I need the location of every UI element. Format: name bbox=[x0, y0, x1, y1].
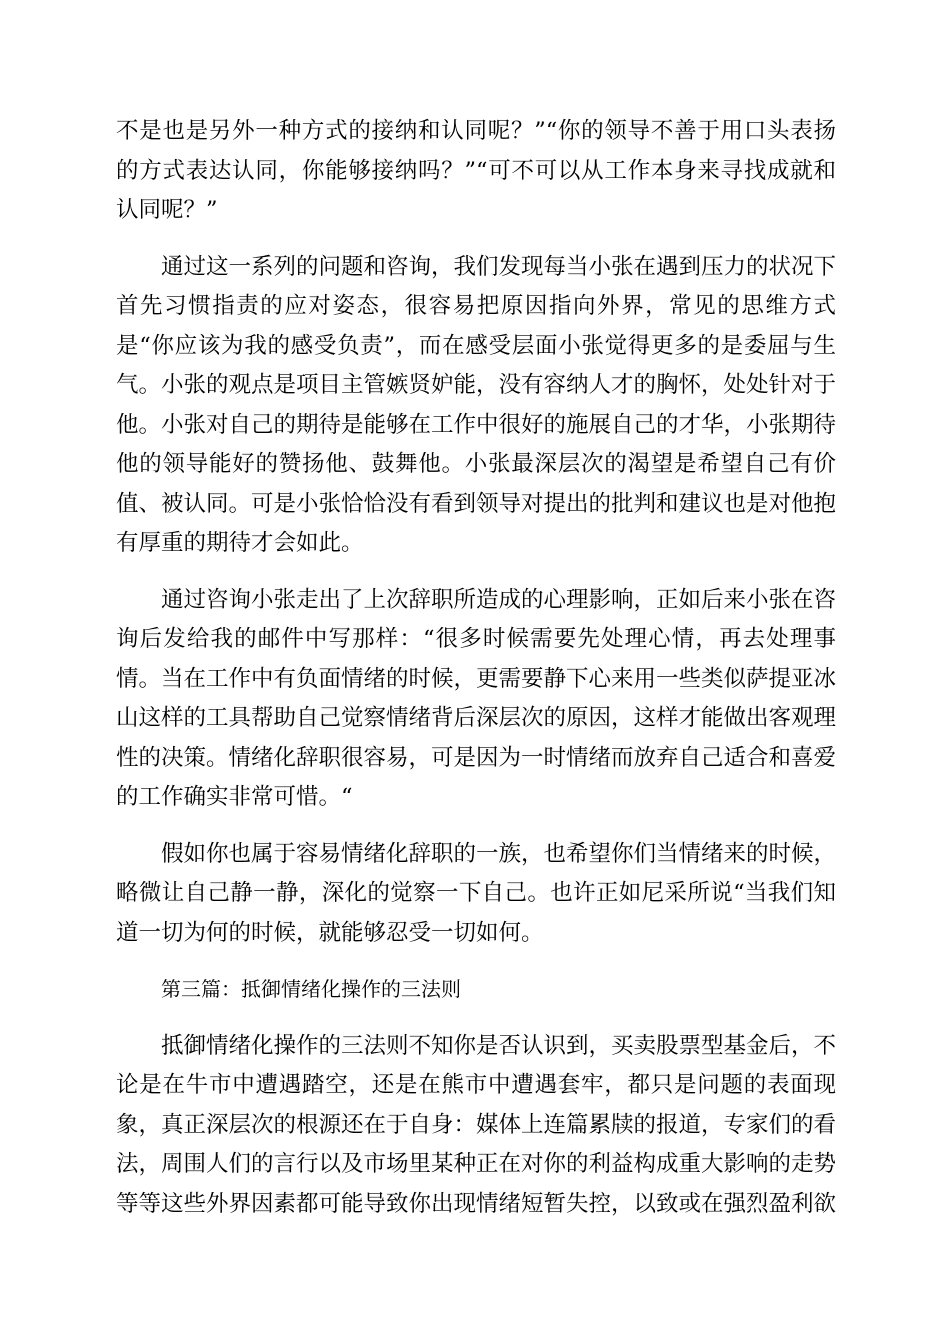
paragraph-4: 假如你也属于容易情绪化辞职的一族，也希望你们当情绪来的时候，略微让自己静一静，深化的觉察一下自己。也许正如尼采所说“当我们知道一切为何的时候，就能够忍受一切如何。 bbox=[116, 840, 837, 946]
document-page bbox=[116, 112, 836, 1241]
paragraph-2: 通过这一系列的问题和咨询，我们发现每当小张在遇到压力的状况下首先习惯指责的应对姿态，很容易把原因指向外界，常见的思维方式是“你应该为我的感受负责”，而在感受层面小张觉得更多的是委屈与生气。小张的观点是项目主管嫉贤妒能，没有容纳人才的胸怀，处处针对于他。小张对自己的期待是能够在工作中很好的施展自己的才华，小张期待他的领导能好的赞扬他、鼓舞他。小张最深层次的渴望是希望自己有价值、被认同。可是小张恰恰没有看到领导对提出的批判和建议也是对他抱有厚重的期待才会如此。 bbox=[116, 253, 837, 556]
paragraph-5: 抵御情绪化操作的三法则不知你是否认识到，买卖股票型基金后，不论是在牛市中遭遇踏空，还是在熊市中遭遇套牢，都只是问题的表面现象，真正深层次的根源还在于自身：媒体上连篇累牍的报道，专家们的看法，周围人们的言行以及市场里某种正在对你的利益构成重大影响的走势等等这些外界因素都可能导致你出现情绪短暂失控，以致或在强烈盈利欲 bbox=[116, 1032, 837, 1217]
paragraph-1: 不是也是另外一种方式的接纳和认同呢？”“你的领导不善于用口头表扬的方式表达认同，你能够接纳吗？”“可不可以从工作本身来寻找成就和认同呢？” bbox=[116, 118, 836, 223]
paragraph-3: 通过咨询小张走出了上次辞职所造成的心理影响，正如后来小张在咨询后发给我的邮件中写那样：“很多时候需要先处理心情，再去处理事情。当在工作中有负面情绪的时候，更需要静下心来用一些类似萨提亚冰山这样的工具帮助自己觉察情绪背后深层次的原因，这样才能做出客观理性的决策。情绪化辞职很容易，可是因为一时情绪而放弃自己适合和喜爱的工作确实非常可惜。“ bbox=[116, 586, 837, 810]
section-heading: 第三篇：抵御情绪化操作的三法则 bbox=[161, 977, 461, 1001]
